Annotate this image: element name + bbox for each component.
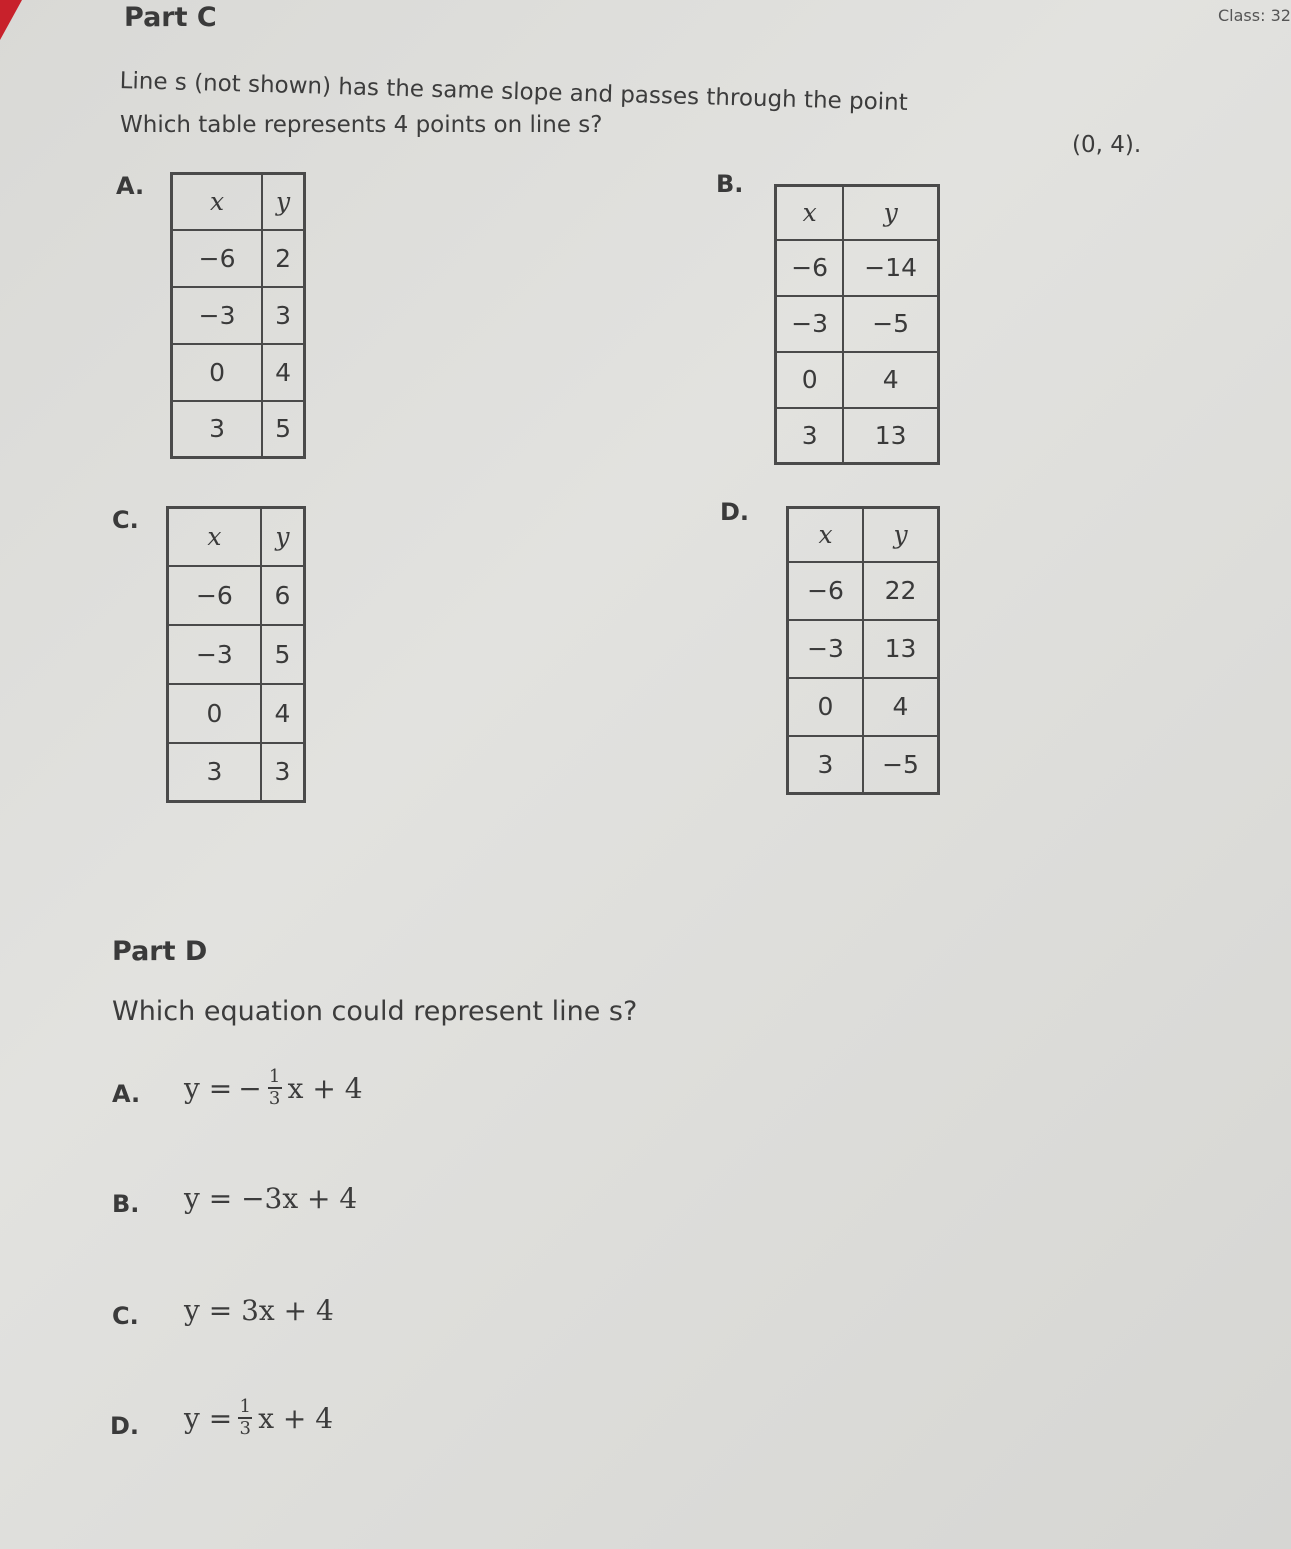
- table-a-cell: −3: [172, 287, 263, 344]
- table-c-cell: 3: [261, 743, 305, 802]
- part-c-title: Part C: [124, 2, 217, 33]
- table-d-cell: 22: [863, 562, 939, 620]
- table-d-letter: D.: [720, 498, 750, 526]
- option-c-letter: C.: [112, 1302, 139, 1330]
- table-a-cell: −6: [172, 230, 263, 287]
- table-c-header-y: y: [261, 508, 305, 566]
- option-b-equation[interactable]: y = −3x + 4: [184, 1182, 358, 1215]
- class-label: Class: 32: [1218, 6, 1291, 25]
- table-b-header-x: x: [776, 186, 844, 240]
- table-c: [166, 506, 306, 803]
- table-d-cell: 3: [788, 736, 864, 794]
- table-d-cell: 0: [788, 678, 864, 736]
- table-d-cell: −6: [788, 562, 864, 620]
- option-a-rest: x + 4: [287, 1071, 363, 1105]
- table-d-header-y: y: [863, 508, 939, 562]
- option-d-denominator: 3: [239, 1418, 251, 1439]
- table-d-header-x: x: [788, 508, 864, 562]
- table-b-letter: B.: [716, 170, 744, 198]
- table-b-cell: 13: [843, 408, 938, 464]
- table-b-cell: 3: [776, 408, 844, 464]
- table-b-cell: −3: [776, 296, 844, 352]
- part-d-title: Part D: [112, 936, 208, 967]
- option-d-letter: D.: [110, 1412, 140, 1440]
- table-d-cell: −3: [788, 620, 864, 678]
- table-d-cell: 4: [863, 678, 939, 736]
- table-c-cell: 6: [261, 566, 305, 625]
- table-b-cell: −6: [776, 240, 844, 296]
- table-a-header-y: y: [262, 174, 304, 230]
- option-a-denominator: 3: [268, 1088, 281, 1109]
- table-d: [786, 506, 940, 795]
- part-c-point: (0, 4).: [1072, 132, 1142, 158]
- table-b-cell: 0: [776, 352, 844, 408]
- red-corner-decoration: [0, 0, 22, 40]
- table-b-cell: 4: [843, 352, 938, 408]
- table-a-letter: A.: [116, 172, 145, 200]
- table-a-header-x: x: [172, 174, 263, 230]
- option-d-lhs: y =: [184, 1401, 233, 1435]
- table-a-cell: 3: [172, 401, 263, 458]
- table-a-cell: 0: [172, 344, 263, 401]
- table-c-letter: C.: [112, 506, 139, 534]
- option-a-numerator: 1: [268, 1066, 281, 1087]
- part-c-prompt-line2: Which table represents 4 points on line s?: [120, 112, 603, 138]
- table-b-header-y: y: [843, 186, 938, 240]
- option-a-lhs: y =: [184, 1071, 233, 1105]
- table-c-cell: −3: [168, 625, 261, 684]
- table-a: [170, 172, 306, 459]
- option-a-sign: −: [238, 1071, 262, 1105]
- table-c-header-x: x: [168, 508, 261, 566]
- option-a-equation[interactable]: [184, 1068, 363, 1108]
- table-d-cell: 13: [863, 620, 939, 678]
- table-a-cell: 3: [262, 287, 304, 344]
- option-d-fraction: [238, 1398, 252, 1438]
- part-c-prompt-line1: Line s (not shown) has the same slope and passes through the point: [119, 68, 909, 117]
- option-a-fraction: [268, 1068, 282, 1108]
- option-d-equation[interactable]: [184, 1398, 333, 1438]
- option-a-letter: A.: [112, 1080, 141, 1108]
- table-c-cell: 5: [261, 625, 305, 684]
- part-d-question: Which equation could represent line s?: [112, 996, 638, 1027]
- table-c-cell: −6: [168, 566, 261, 625]
- option-b-letter: B.: [112, 1190, 140, 1218]
- table-a-cell: 2: [262, 230, 304, 287]
- table-a-cell: 5: [262, 401, 304, 458]
- table-c-cell: 3: [168, 743, 261, 802]
- table-c-cell: 4: [261, 684, 305, 743]
- table-a-cell: 4: [262, 344, 304, 401]
- option-c-equation[interactable]: y = 3x + 4: [184, 1294, 334, 1327]
- table-b-cell: −14: [843, 240, 938, 296]
- option-d-numerator: 1: [239, 1396, 251, 1417]
- table-d-cell: −5: [863, 736, 939, 794]
- table-c-cell: 0: [168, 684, 261, 743]
- option-d-rest: x + 4: [258, 1401, 334, 1435]
- table-b: [774, 184, 940, 465]
- table-b-cell: −5: [843, 296, 938, 352]
